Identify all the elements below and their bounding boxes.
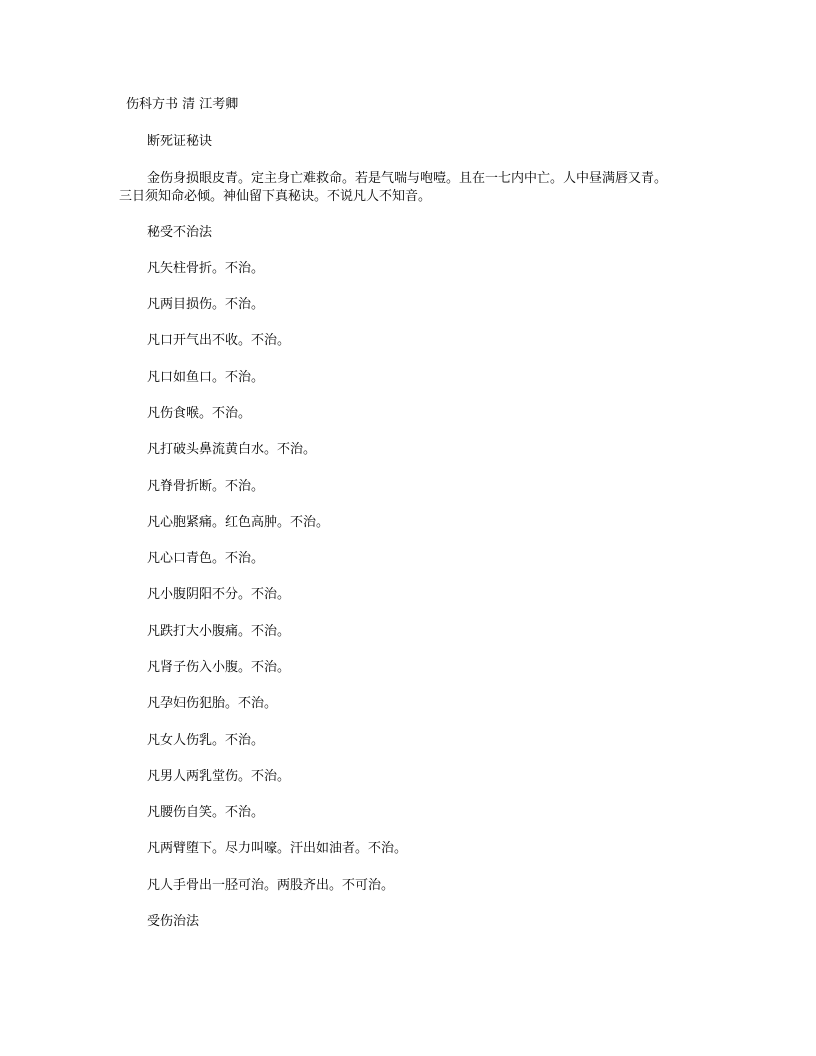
- list-item: 凡打破头鼻流黄白水。不治。: [147, 442, 317, 457]
- list-item: 凡腰伤自笑。不治。: [147, 805, 265, 820]
- list-item: 凡男人两乳堂伤。不治。: [147, 769, 291, 784]
- list-item: 凡小腹阴阳不分。不治。: [147, 587, 291, 602]
- list-item: 凡心口青色。不治。: [147, 551, 265, 566]
- list-item: 凡两目损伤。不治。: [147, 297, 265, 312]
- list-item: 凡两臂堕下。尽力叫嚎。汗出如油者。不治。: [147, 841, 408, 856]
- paragraph-line: 三日须知命必倾。神仙留下真秘诀。不说凡人不知音。: [119, 189, 432, 204]
- section-heading-untreatable: 秘受不治法: [147, 225, 213, 240]
- section-heading-death-signs: 断死证秘诀: [147, 134, 213, 149]
- document-title: 伤科方书 清 江考卿: [126, 97, 239, 112]
- list-item: 凡伤食喉。不治。: [147, 406, 252, 421]
- paragraph-line: 金伤身损眼皮青。定主身亡难救命。若是气喘与咆噎。且在一七内中亡。人中昼满唇又青。: [147, 171, 668, 186]
- list-item: 凡矢柱骨折。不治。: [147, 261, 265, 276]
- list-item: 凡人手骨出一胫可治。两股齐出。不可治。: [147, 878, 395, 893]
- list-item: 凡心胞紧痛。红色高肿。不治。: [147, 515, 330, 530]
- section-heading-treatment: 受伤治法: [147, 914, 200, 929]
- list-item: 凡口开气出不收。不治。: [147, 333, 291, 348]
- list-item: 凡跌打大小腹痛。不治。: [147, 624, 291, 639]
- list-item: 凡女人伤乳。不治。: [147, 733, 265, 748]
- list-item: 凡脊骨折断。不治。: [147, 479, 265, 494]
- list-item: 凡孕妇伤犯胎。不治。: [147, 696, 278, 711]
- list-item: 凡肾子伤入小腹。不治。: [147, 660, 291, 675]
- list-item: 凡口如鱼口。不治。: [147, 370, 265, 385]
